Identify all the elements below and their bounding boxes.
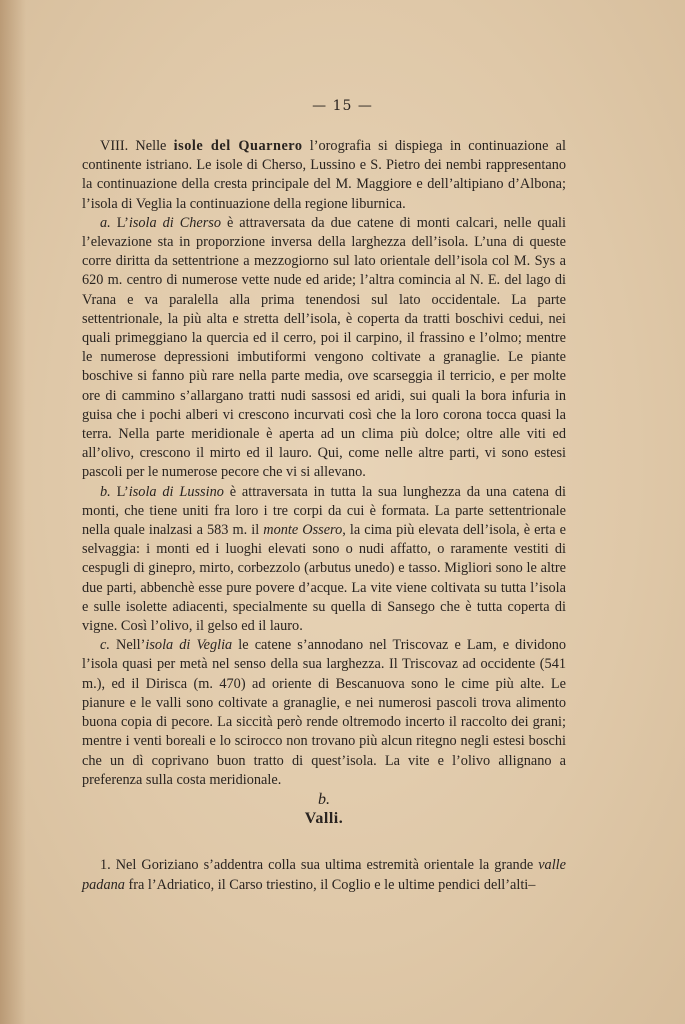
paragraph-text: le catene s’annodano nel Triscovaz e Lam, e dividono l’isola quasi per metà nel senso della sua larghezza. Il Triscovaz ad occidente (541 m.), ed il Dirisca (m. 470) ad oriente di Bescanuova sono le cime più alte. Le pianure e le valli sono coltivate a granaglie, e nei numerosi pascoli trova alimento buona copia di pecore. La siccità però rende oltremodo incerto il raccolto dei grani; mentre i venti boreali e lo scirocco non trovano più alcun ritegno negli estesi boschi che un dì coprivano buon tratto di quest’isola. La vite e l’olivo allignano a preferenza sulla costa meridionale. bbox=[82, 637, 567, 788]
text-fragment: L’ bbox=[110, 214, 129, 231]
paragraph-label: b. bbox=[100, 483, 111, 500]
paragraph-text: , la cima più elevata dell’isola, è erta e selvaggia: i monti ed i luoghi elevati sono o nudi affatto, o raramente vestiti di cespugli di ginepro, mirto, corbezzolo (arbutus unedo) e tasso. Migliori sono le altre due parti, abbenchè esse pure povere d’acque. La vite viene coltivata su tutta l’isola e sulle isolette adiacenti, specialmente su quella di Sansego che è tutta coperta di vigne. Così l’olivo, il gelso ed il lauro. bbox=[82, 522, 566, 635]
paragraph-text: 1. Nel Goriziano s’addentra colla sua ultima estremità orientale la grande bbox=[100, 857, 539, 874]
italic-term: isola di Cherso bbox=[128, 214, 222, 231]
paragraph-text: l’orografia si dispiega in continuazione al continente istriano. Le isole di Cherso, Lussino e S. Pietro dei nembi rappresentano la continuazione della cresta principale del M. Maggiore e dell’altipiano d’Albona; l’isola di Veglia la continuazione della regione liburnica. bbox=[82, 138, 566, 212]
paragraph-b bbox=[82, 483, 566, 637]
paragraph-text: è attraversata in tutta la sua lunghezza da una catena di monti, che tiene uniti fra loro i tre corpi da cui è formata. La parte settentrionale nella quale inalzasi a 583 m. il bbox=[82, 483, 566, 539]
paragraph-label: a. bbox=[100, 214, 111, 231]
page-number: — 15 — bbox=[312, 98, 373, 114]
text-fragment: Nell’ bbox=[109, 637, 146, 654]
body-text bbox=[82, 137, 566, 895]
paragraph-c bbox=[82, 636, 566, 790]
section-title-heading: Valli. bbox=[304, 810, 344, 828]
section-letter-heading: b. bbox=[318, 790, 330, 808]
paragraph-text: è attraversata da due catene di monti calcari, nelle quali l’elevazione sta in proporzione inversa della larghezza dell’isola. L’una di queste corre diritta da settentrione a mezzogiorno sul lato orientale dell’isola col M. Sys a 620 m. centro di numerose vette nude ed aride; l’altra comincia al N. E. del lago di Vrana e va paralella alla prima tenendosi sul lato occidentale. La parte settentrionale, la più alta e stretta dell’isola, è coperta da tratti boschivi cedui, nei quali primeggiano la quercia ed il cerro, poi il carpino, il frassino e l’olmo; mentre le numerose depressioni imbutiformi vengono coltivate a granaglie. Le piante boschive si fanno più rare nella parte media, ove scarseggia il terricio, e per molte ore di cammino s’allargano tratti nudi sassosi ed aridi, sui quali la bora infuria in guisa che i pochi alberi vi crescono incurvati così che la loro corona tocca quasi la terra. Nella parte meridionale è aperta ad un clima più dolce; oltre alle viti ed all’olivo, crescono il mirto ed il lauro. Qui, come nelle altre parti, vi sono estesi pascoli per le numerose pecore che vi si allevano. bbox=[82, 214, 566, 481]
section-title-bold: isole del Quarnero bbox=[173, 138, 303, 154]
section-number: VIII. Nelle bbox=[100, 138, 174, 154]
page-spine-shadow bbox=[0, 0, 26, 1024]
paragraph-viii bbox=[82, 137, 566, 214]
italic-term: isola di Lussino bbox=[128, 483, 224, 500]
italic-term: valle padana bbox=[82, 857, 566, 893]
paragraph-text: fra l’Adriatico, il Carso triestino, il Coglio e le ultime pendici dell’alti– bbox=[124, 876, 536, 893]
text-fragment: L’ bbox=[110, 483, 129, 500]
paragraph-1 bbox=[82, 856, 566, 894]
italic-term: isola di Veglia bbox=[145, 637, 233, 654]
italic-term: monte Ossero bbox=[263, 522, 343, 539]
paragraph-label: c. bbox=[100, 637, 110, 654]
paragraph-a bbox=[82, 214, 566, 483]
